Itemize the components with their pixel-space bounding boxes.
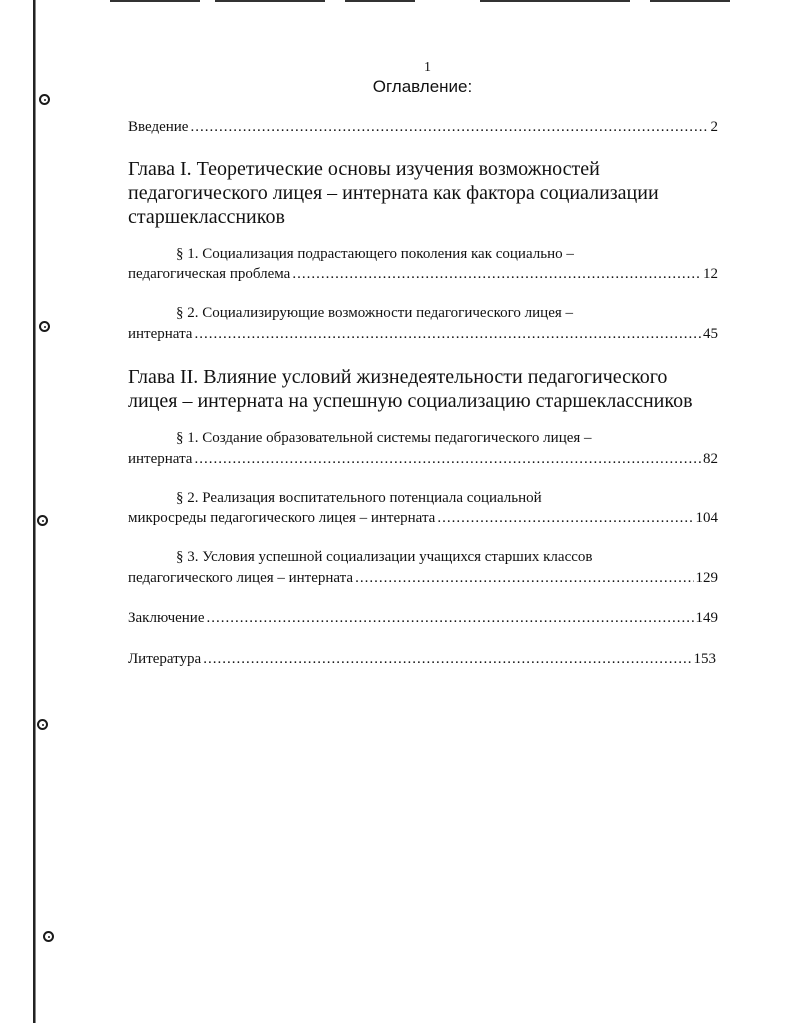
toc-entry-label: интерната xyxy=(128,451,193,467)
toc-entry-label: Заключение xyxy=(128,610,205,626)
toc-entry-page: 2 xyxy=(710,119,718,135)
scan-top-edge xyxy=(650,0,730,2)
dot-leader xyxy=(194,326,701,343)
toc-entry-page: 82 xyxy=(703,451,718,467)
scan-top-edge xyxy=(110,0,200,2)
toc-section-entry xyxy=(128,510,718,527)
chapter-heading-line: Глава I. Теоретические основы изучения возможностей xyxy=(128,158,600,180)
toc-entry-page: 12 xyxy=(703,266,718,282)
dot-leader xyxy=(190,119,708,136)
scan-top-edge xyxy=(345,0,415,2)
chapter-heading xyxy=(128,157,659,229)
chapter-heading-line: педагогического лицея – интерната как фактора социализации xyxy=(128,182,659,204)
toc-section-title: § 2. Социализирующие возможности педагогического лицея – xyxy=(176,305,573,321)
dot-leader xyxy=(203,651,691,668)
scan-top-edge xyxy=(215,0,325,2)
dot-leader xyxy=(437,510,693,527)
punch-hole-mark xyxy=(37,719,48,730)
punch-hole-mark xyxy=(37,515,48,526)
toc-entry-page: 104 xyxy=(695,510,718,526)
dot-leader xyxy=(355,570,693,587)
toc-entry-intro xyxy=(128,119,718,136)
toc-section-entry xyxy=(128,266,718,283)
toc-entry-page: 45 xyxy=(703,326,718,342)
page-title: Оглавление: xyxy=(372,77,473,96)
toc-entry-label: микросреды педагогического лицея – интерната xyxy=(128,510,436,526)
dot-leader xyxy=(207,610,694,627)
chapter-heading xyxy=(128,365,693,413)
chapter-heading-line: Глава II. Влияние условий жизнедеятельности педагогического xyxy=(128,366,668,388)
toc-entry-page: 149 xyxy=(695,610,718,626)
toc-entry-literature xyxy=(128,651,716,668)
toc-entry-label: Введение xyxy=(128,119,189,135)
toc-entry-label: Литература xyxy=(128,651,202,667)
toc-section-title: § 1. Социализация подрастающего поколения как социально – xyxy=(176,246,574,262)
punch-hole-mark xyxy=(39,321,50,332)
toc-section-entry xyxy=(128,326,718,343)
scan-top-edge xyxy=(480,0,630,2)
toc-entry-label: педагогическая проблема xyxy=(128,266,291,282)
toc-section-title: § 1. Создание образовательной системы педагогического лицея – xyxy=(176,430,592,446)
page-number: 1 xyxy=(424,60,431,75)
dot-leader xyxy=(194,451,701,468)
toc-section-title: § 2. Реализация воспитательного потенциала социальной xyxy=(176,490,542,506)
scan-binding-edge-shadow xyxy=(35,0,36,1023)
punch-hole-mark xyxy=(43,931,54,942)
toc-entry-conclusion xyxy=(128,610,718,627)
toc-entry-page: 129 xyxy=(695,570,718,586)
toc-section-title: § 3. Условия успешной социализации учащихся старших классов xyxy=(176,549,593,565)
chapter-heading-line: старшеклассников xyxy=(128,206,285,228)
chapter-heading-line: лицея – интерната на успешную социализацию старшеклассников xyxy=(128,390,693,412)
toc-entry-label: педагогического лицея – интерната xyxy=(128,570,354,586)
toc-entry-label: интерната xyxy=(128,326,193,342)
toc-entry-page: 153 xyxy=(693,651,716,667)
toc-section-entry xyxy=(128,451,718,468)
toc-section-entry xyxy=(128,570,718,587)
dot-leader xyxy=(292,266,701,283)
